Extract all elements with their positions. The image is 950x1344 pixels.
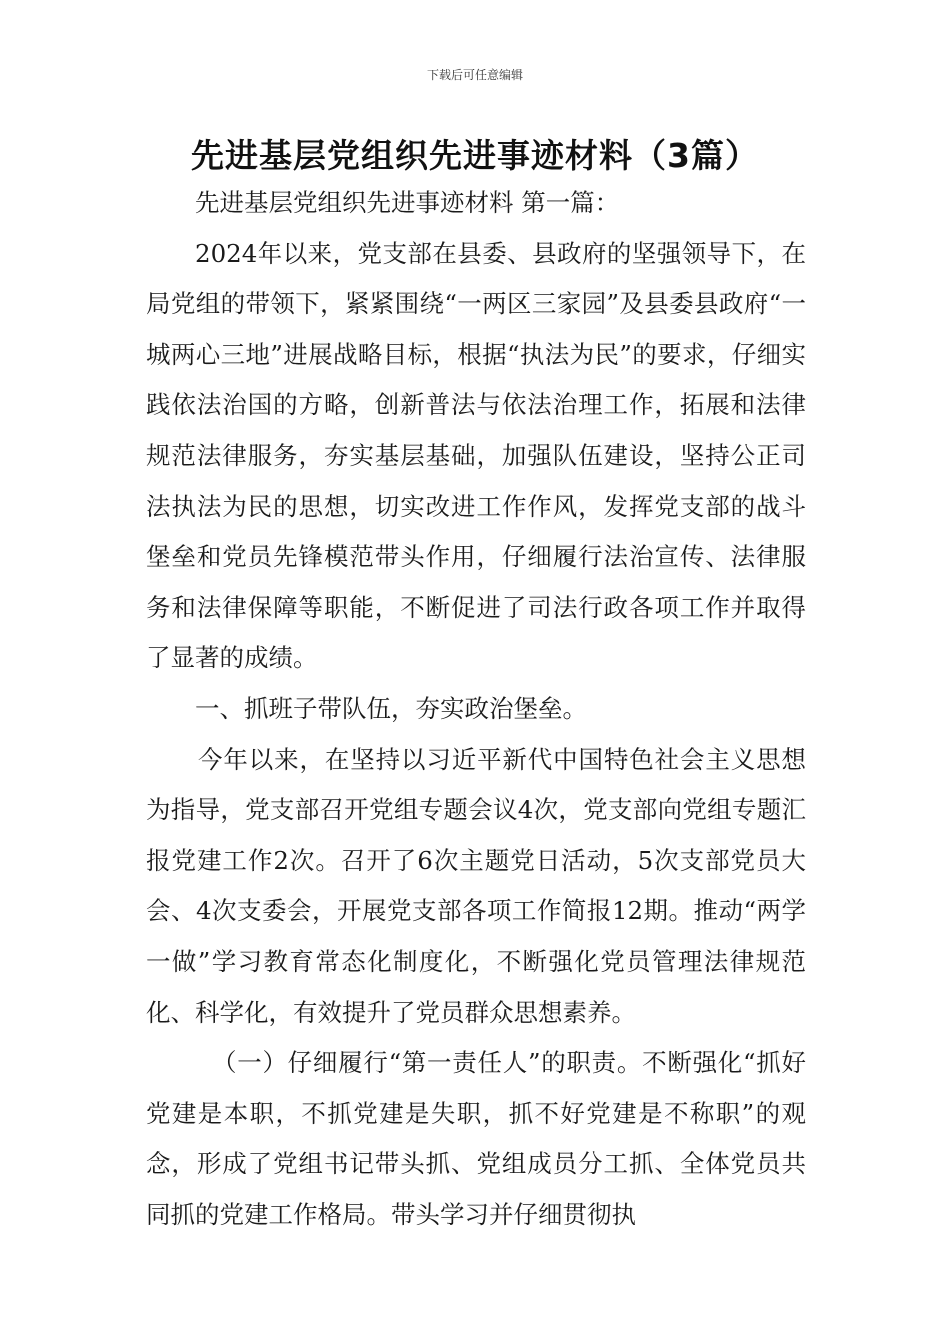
body-paragraph: 2024年以来，党支部在县委、县政府的坚强领导下，在局党组的带领下，紧紧围绕“一两区三家园”及县委县政府“一城两心三地”进展战略目标，根据“执法为民”的要求，仔细实践依法治国的方略，创新普法与依法治理工作，拓展和法律规范法律服务，夯实基层基础，加强队伍建设，坚持公正司法执法为民的思想，切实改进工作作风，发挥党支部的战斗堡垒和党员先锋模范带头作用，仔细履行法治宣传、法律服务和法律保障等职能，不断促进了司法行政各项工作并取得了显著的成绩。 <box>146 238 806 673</box>
body-paragraph: （一）仔细履行“第一责任人”的职责。不断强化“抓好党建是本职，不抓党建是失职，抓不好党建是不称职”的观念，形成了党组书记带头抓、党组成员分工抓、全体党员共同抓的党建工作格局。带头学习并仔细贯彻执 <box>146 1048 806 1229</box>
header-note: 下载后可任意编辑 <box>426 68 523 82</box>
document-body <box>146 178 806 1240</box>
document-title: 先进基层党组织先进事迹材料（3篇） <box>191 136 759 175</box>
section-heading: 先进基层党组织先进事迹材料 第一篇： <box>195 188 620 217</box>
section-heading: 一、抓班子带队伍，夯实政治堡垒。 <box>195 693 587 723</box>
body-paragraph: 今年以来，在坚持以习近平新代中国特色社会主义思想为指导，党支部召开党组专题会议4次，党支部向党组专题汇报党建工作2次。召开了6次主题党日活动，5次支部党员大会、4次支委会，开展党支部各项工作简报12期。推动“两学一做”学习教育常态化制度化，不断强化党员管理法律规范化、科学化，有效提升了党员群众思想素养。 <box>146 744 806 1027</box>
